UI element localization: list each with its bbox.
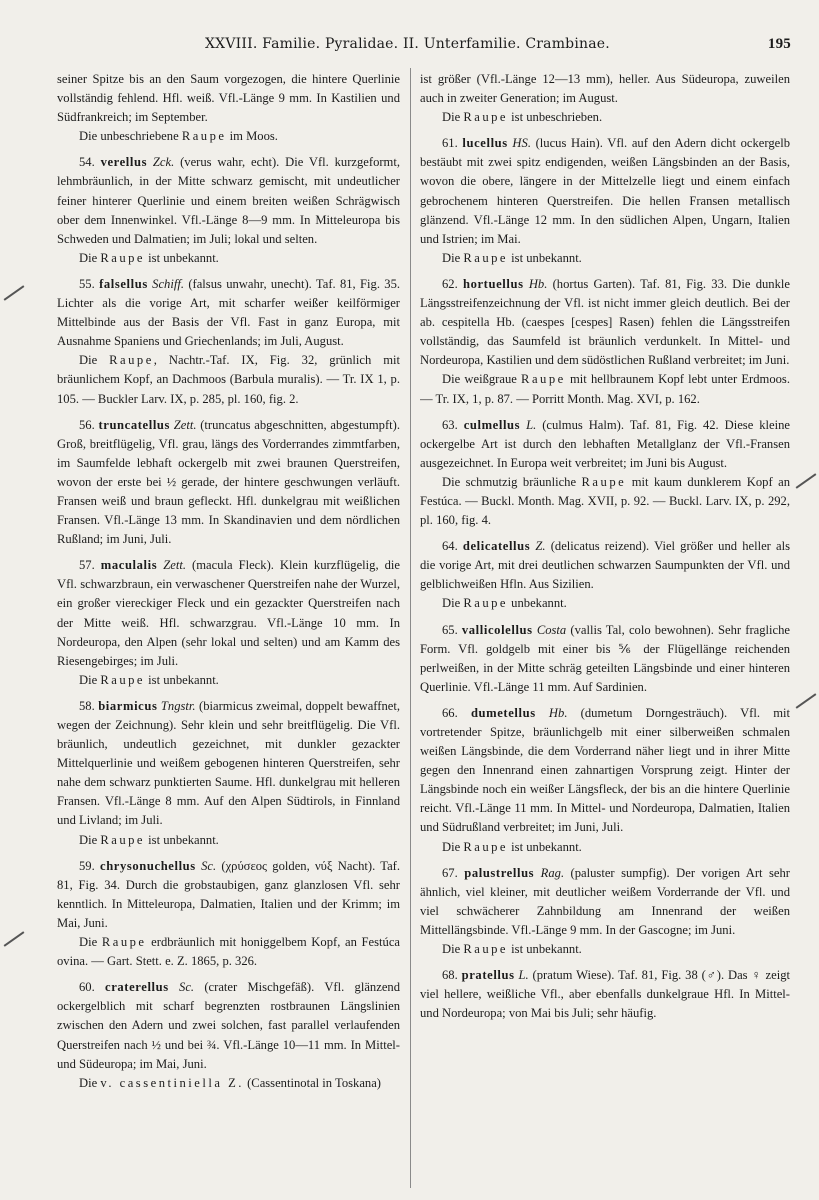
species-name: vallicolellus <box>461 622 533 637</box>
paragraph-text: seiner Spitze bis an den Saum vorgezogen, die hintere Querlinie vollständig fehlend. Hfl. weiß. Vfl.-Länge 9 mm. In Kastilien und Südfrankreich; im September. <box>57 72 400 125</box>
larva-keyword: Raupe <box>109 353 154 368</box>
larva-note-prefix: Die <box>79 672 101 687</box>
larva-keyword: Raupe <box>181 129 227 144</box>
entry-number: 56. <box>79 417 99 432</box>
species-entry <box>57 275 400 351</box>
species-author: Zett. <box>163 558 187 573</box>
entry-text: (crater Mischgefäß). Vfl. glänzend ockergelblich mit scharf begrenzten rostbraunen Längslinien zwischen den Adern und zwei solchen, fast parallel verlaufenden Querstreifen nach ½ und bei ¾. Vfl.-Länge 10—11 mm. In Mittel- und Südeuropa; im Mai, Juni. <box>57 980 400 1071</box>
species-entry <box>420 134 790 249</box>
species-author: L. <box>518 968 529 983</box>
larva-keyword: Raupe <box>463 110 509 125</box>
larva-note-prefix: Die weißgraue <box>442 372 522 387</box>
entry-text: (vallis Tal, colo bewohnen). Sehr fragliche Form. Vfl. goldgelb mit einer bis ⅚ der Flügellänge reichenden perlweißen, in der Mitte schräg geteilten Längsbinde und einer hinteren Querlinie. Vfl.-Länge 11 mm. Auf Sardinien. <box>420 622 790 694</box>
entry-number: 57. <box>79 558 101 573</box>
species-name: hortuellus <box>462 276 524 291</box>
species-name: chrysonuchellus <box>100 858 196 873</box>
larva-note-prefix: Die <box>442 110 464 125</box>
entry-text: (paluster sumpfig). Der vorigen Art sehr ähnlich, viel kleiner, mit deutlicher weißem Vorderrande der Vfl. und viel schwächerer Zahnbildung am Innenrand der weißen Mittellängsbinde. Vfl.-Länge 9 mm. In der Gascogne; im Juni. <box>420 865 790 937</box>
larva-note-text: ist unbekannt. <box>508 942 582 957</box>
larva-note <box>57 249 400 268</box>
continued-text <box>57 70 400 127</box>
species-entry <box>420 621 790 697</box>
larva-note <box>420 594 790 613</box>
page-edge-mark <box>4 285 25 300</box>
entry-text: (falsus unwahr, unecht). Taf. 81, Fig. 35. Lichter als die vorige Art, mit scharfer weißer keilförmiger Mittelbinde aus der Basis der Vfl. Fast in ganz Europa, mit Ausnahme Spaniens und Griechenlands; im Juli, August. <box>57 276 400 349</box>
larva-note-prefix: Die <box>79 935 102 950</box>
entry-text: (culmus Halm). Taf. 81, Fig. 42. Diese kleine ockergelbe Art ist durch den lebhaften Metallglanz der Vfl.-Fransen ausgezeichnet. In Europa weit verbreitet; im Juni bis August. <box>420 417 790 470</box>
species-name: lucellus <box>462 136 508 151</box>
larva-keyword: Raupe <box>463 942 509 957</box>
larva-note <box>420 108 790 127</box>
continued-text <box>420 70 790 108</box>
larva-note-prefix: Die <box>79 1075 101 1090</box>
species-author: Rag. <box>540 865 565 880</box>
species-entry <box>57 978 400 1073</box>
entry-number: 68. <box>442 968 462 983</box>
larva-keyword: Raupe <box>463 250 509 265</box>
entry-text: (χρύσεος golden, νύξ Nacht). Taf. 81, Fig. 34. Durch die grobstaubigen, ganz glanzlosen Vfl. sehr kenntlich. In Mitteleuropa, Dalmatien, Italien und der Krimm; im Mai, Juni. <box>57 858 400 930</box>
species-entry <box>420 275 790 370</box>
larva-note <box>57 351 400 408</box>
larva-note-prefix: Die <box>79 250 101 265</box>
entry-number: 63. <box>442 417 464 432</box>
header-title: XXVIII. Familie. Pyralidae. II. Unterfamilie. Crambinae. <box>205 36 610 52</box>
larva-note <box>57 933 400 971</box>
entry-number: 54. <box>79 155 101 170</box>
column-divider <box>410 68 411 1188</box>
larva-note-prefix: Die <box>79 353 110 368</box>
species-author: Sc. <box>179 980 195 995</box>
larva-note <box>420 249 790 268</box>
entry-number: 60. <box>79 980 106 995</box>
larva-keyword: Raupe <box>100 250 146 265</box>
larva-note <box>57 127 400 146</box>
species-author: Hb. <box>528 276 548 291</box>
larva-note-text: unbekannt. <box>508 596 567 611</box>
species-entry <box>420 537 790 594</box>
larva-note-prefix: Die <box>442 839 464 854</box>
species-entry <box>420 864 790 940</box>
species-name: pratellus <box>461 968 515 983</box>
species-entry <box>57 416 400 550</box>
larva-note <box>57 1074 400 1093</box>
entry-number: 67. <box>442 865 465 880</box>
species-author: Zett. <box>173 417 197 432</box>
larva-note-text: ist unbekannt. <box>145 250 219 265</box>
species-name: verellus <box>100 155 148 170</box>
species-entry <box>420 416 790 473</box>
larva-note-text: ist unbekannt. <box>508 839 582 854</box>
species-entry <box>420 704 790 838</box>
larva-note-text: ist unbekannt. <box>508 250 582 265</box>
larva-note-prefix: Die <box>442 942 464 957</box>
larva-keyword: v. cassentiniella Z. <box>100 1075 244 1090</box>
species-author: Hb. <box>548 705 568 720</box>
larva-note-text: im Moos. <box>226 129 278 144</box>
entry-number: 61. <box>442 136 463 151</box>
entry-number: 64. <box>442 539 463 554</box>
species-name: palustrellus <box>464 865 535 880</box>
larva-note-prefix: Die <box>79 832 101 847</box>
entry-number: 65. <box>442 622 462 637</box>
larva-note <box>420 838 790 857</box>
species-name: craterellus <box>105 980 169 995</box>
species-entry <box>57 857 400 933</box>
page-edge-mark <box>796 693 817 708</box>
species-name: truncatellus <box>98 417 171 432</box>
larva-note <box>57 831 400 850</box>
species-name: delicatellus <box>462 539 531 554</box>
page-number: 195 <box>767 36 791 52</box>
larva-note-text: , Nachtr.-Taf. IX, Fig. 32, grünlich mit bräunlichem Kopf, an Dachmoos (Barbula muralis). — Tr. IX 1, p. 105. — Buckler Larv. IX, p. 285, pl. 160, fig. 2. <box>57 353 400 406</box>
larva-note-prefix: Die <box>442 596 464 611</box>
entry-text: (pratum Wiese). Taf. 81, Fig. 38 (♂). Das ♀ zeigt viel hellere, weißliche Vfl., aber ebenfalls dunkelgraue Hfl. In Mittel- und Nordeuropa; von Mai bis Juli; sehr häufig. <box>420 968 790 1021</box>
right-column <box>420 70 790 1190</box>
entry-number: 59. <box>79 858 101 873</box>
larva-keyword: Raupe <box>100 832 146 847</box>
entry-text: (delicatus reizend). Viel größer und heller als die vorige Art, mit drei deutlichen schwarzen Saumpunkten der Vfl. und gelblichweißen Hfln. Aus Sizilien. <box>420 539 790 592</box>
page-edge-mark <box>796 473 817 488</box>
species-entry <box>420 966 790 1023</box>
species-name: dumetellus <box>470 705 536 720</box>
larva-keyword: Raupe <box>463 596 509 611</box>
running-header <box>0 36 819 60</box>
larva-note-text: ist unbeschrieben. <box>508 110 603 125</box>
larva-note-text: mit kaum dunklerem Kopf an Festúca. — Buckl. Month. Mag. XVII, p. 92. — Buckl. Larv. IX, p. 292, pl. 160, fig. 4. <box>420 474 790 528</box>
larva-note <box>420 940 790 959</box>
larva-keyword: Raupe <box>581 474 627 489</box>
species-author: HS. <box>512 136 531 151</box>
species-author: Sc. <box>201 858 217 873</box>
entry-text: (lucus Hain). Vfl. auf den Adern dicht ockergelb bestäubt mit zwei spitz endigenden, weißen Längsbinden an der Basis, wovon die obere, längere in der Mittelzelle liegt und einem einfach gebrochenem hinteren Querstreifen. Die hellen Fransen metallisch glänzend. Vfl.-Länge 12 mm. In den südlichen Alpen, Ungarn, Italien und Istrien; im Mai. <box>420 136 790 246</box>
species-author: L. <box>526 417 537 432</box>
larva-keyword: Raupe <box>463 839 509 854</box>
entry-text: (truncatus abgeschnitten, abgestumpft). Groß, breitflügelig, Vfl. grau, längs des Vorderrandes zimmtfarben, im Saumfelde lebhaft ockergelb mit zwei braunen Querstreifen, wovon der erste bei ½ gerade, der hintere geschwungen verläuft. Fransen weiß und braun gefleckt. Hfl. dunkelgrau mit weißlichen Fransen. Vfl.-Länge 13 mm. In Skandinavien und dem nördlichen Rußland; im Juni, Juli. <box>57 417 400 547</box>
species-author: Tngstr. <box>160 698 196 713</box>
entry-text: (verus wahr, echt). Die Vfl. kurzgeformt, lehmbräunlich, in der Mitte schwarz gemischt, mit undeutlicher feiner hinterer Querlinie und einem breiten weißen Schrägwisch ober dem Innenwinkel. Vfl.-Länge 8—9 mm. In Mitteleuropa bis Schweden und Dalmatien; im Juli; lokal und selten. <box>57 155 400 246</box>
species-author: Schiff. <box>152 276 185 291</box>
larva-note-text: ist unbekannt. <box>145 672 219 687</box>
larva-keyword: Raupe <box>101 935 147 950</box>
entry-number: 55. <box>79 276 100 291</box>
entry-number: 58. <box>79 698 99 713</box>
entry-text: (macula Fleck). Klein kurzflügelig, die Vfl. schwarzbraun, ein verwaschener Querstreifen nahe der Wurzel, ein großer viereckiger Fleck und ein gezackter Querstreifen nach der Mitte weiß. Hfl. schwarzgrau. Vfl.-Länge 10 mm. In Nordeuropa, den Alpen (sehr lokal und selten) und am Kamm des Riesengebirges; im Juli. <box>57 558 400 668</box>
species-author: Costa <box>536 622 567 637</box>
larva-keyword: Raupe <box>521 372 566 387</box>
species-entry <box>57 697 400 831</box>
species-author: Zck. <box>152 155 175 170</box>
left-column <box>57 70 400 1190</box>
species-name: maculalis <box>100 558 158 573</box>
species-name: biarmicus <box>98 698 158 713</box>
larva-note-text: ist unbekannt. <box>145 832 219 847</box>
larva-note-text: mit hellbraunem Kopf lebt unter Erdmoos. — Tr. IX, 1, p. 87. — Porritt Month. Mag. XVI, p. 162. <box>420 372 790 406</box>
entry-number: 62. <box>442 276 463 291</box>
larva-note-prefix: Die schmutzig bräunliche <box>442 474 582 489</box>
larva-note <box>420 473 790 530</box>
species-entry <box>57 556 400 671</box>
larva-keyword: Raupe <box>100 672 146 687</box>
entry-number: 66. <box>442 705 471 720</box>
species-name: culmellus <box>463 417 521 432</box>
larva-note-prefix: Die unbeschriebene <box>79 129 182 144</box>
entry-text: (biarmicus zweimal, doppelt bewaffnet, wegen der Zeichnung). Sehr klein und sehr breitflügelig. Die Vfl. bräunlich, undeutlich gezeichnet, mit dunkler gezackter Mittelquerlinie und weißem gebogenen hinteren Querstreifen, sehr nahe dem schwarz punktierten Saume. Hfl. dunkelgrau mit helleren Fransen. Vfl.-Länge 8 mm. Auf den Alpen Südtirols, in Finnland und Livland; im Juli. <box>57 698 400 828</box>
species-author: Z. <box>535 539 546 554</box>
species-name: falsellus <box>99 276 148 291</box>
entry-text: (dumetum Dorngesträuch). Vfl. mit vortretender Spitze, bräunlichgelb mit einer silberweißen schmalen weißen Längsbinde, die dem Vorderrand näher liegt und in ihrer Mitte gegen den Innenrand einen zahnartigen Vorsprung zeigt. Hinter der Längsbinde noch ein weißer Längsfleck, der bis an die hintere Querlinie reicht. Vfl.-Länge 11 mm. In Mittel- und Nordeuropa, Dalmatien, Italien und Südrußland verbreitet; im Juni, Juli. <box>420 705 790 835</box>
entry-text: (hortus Garten). Taf. 81, Fig. 33. Die dunkle Längsstreifenzeichnung der Vfl. ist nicht immer gleich deutlich. Bei der ab. cespitella Hb. (caespes [cespes] Rasen) fehlen die Längsstreifen vollständig, das Saumfeld ist bräunlich verdunkelt. In Mittel- und Nordeuropa, Kastilien und dem südöstlichen Rußland verbreitet; im Juni. <box>420 276 790 368</box>
paragraph-text: ist größer (Vfl.-Länge 12—13 mm), heller. Aus Südeuropa, zuweilen auch in zweiter Generation; im August. <box>420 72 790 106</box>
larva-note-text: (Cassentinotal in Toskana) <box>243 1075 381 1090</box>
larva-note <box>57 671 400 690</box>
larva-note-prefix: Die <box>442 250 464 265</box>
larva-note <box>420 370 790 408</box>
larva-note-text: erdbräunlich mit honiggelbem Kopf, an Festúca ovina. — Gart. Stett. e. Z. 1865, p. 326. <box>57 935 400 969</box>
species-entry <box>57 153 400 248</box>
page-edge-mark <box>4 931 25 946</box>
